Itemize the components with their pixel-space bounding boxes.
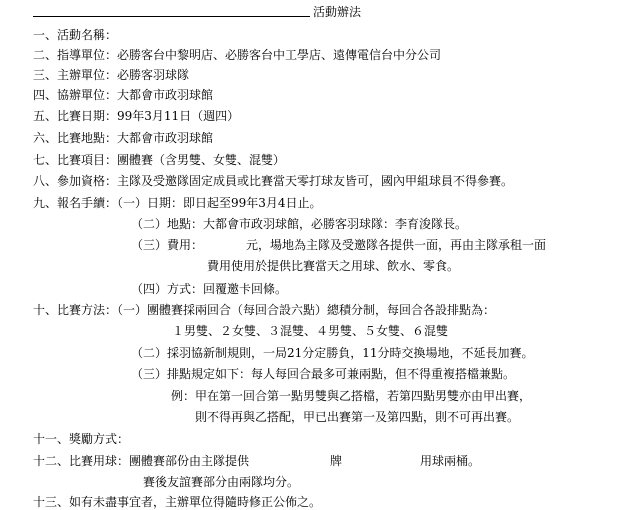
item-guiding-units: 二、指導單位：必勝客台中黎明店、必勝客台中工學店、遠傳電信台中分公司	[33, 48, 442, 62]
item-events: 七、比賽項目：團體賽（含男雙、女雙、混雙）	[33, 153, 286, 167]
item-shuttle-qty: 用球兩桶。	[420, 454, 481, 468]
item-amendments: 十三、如有未盡事宜者，主辦單位得隨時修正公佈之。	[33, 495, 322, 509]
item-event-name: 一、活動名稱：	[33, 28, 118, 42]
item-rules: （二）採羽協新制規則，一局21分定勝負，11分時交換場地，不延長加賽。	[131, 346, 534, 360]
item-example-line2: 則不得再與乙搭配，甲已出賽第一及第四點，則不可再出賽。	[195, 410, 520, 424]
item-registration-place: （二）地點：大都會市政羽球館，必勝客羽球隊：李育浚隊長。	[131, 217, 468, 231]
item-lineup-rules: （三）排點規定如下：每人每回合最多可兼兩點，但不得重複搭檔兼點。	[131, 367, 516, 381]
item-registration-fee-usage: 費用使用於提供比賽當天之用球、飲水、零食。	[207, 259, 460, 273]
item-registration-fee-label: （三）費用：	[131, 238, 204, 252]
item-registration-date: 九、報名手續：（一）日期：即日起至99年3月4日止。	[33, 196, 322, 210]
item-registration-method: （四）方式：回覆邀卡回條。	[131, 282, 288, 296]
item-match-order: １男雙、２女雙、３混雙、４男雙、５女雙、６混雙	[172, 324, 449, 338]
item-registration-fee-detail: 元，場地為主隊及受邀隊各提供一面，再由主隊承租一面	[246, 238, 547, 252]
item-organizer: 三、主辦單位：必勝客羽球隊	[33, 68, 190, 82]
item-date: 五、比賽日期：99年3月11日（週四）	[33, 109, 240, 123]
item-venue: 六、比賽地點：大都會市政羽球館	[33, 131, 214, 145]
item-co-organizer: 四、協辦單位：大都會市政羽球館	[33, 88, 214, 102]
item-competition-method: 十、比賽方法：（一）團體賽採兩回合（每回合設六點）總積分制，每回合各設排點為：	[33, 303, 496, 317]
item-shuttle-brand: 牌	[330, 454, 343, 468]
document-title: 活動辦法	[313, 5, 362, 19]
item-shuttle-friendly: 賽後友誼賽部分由兩隊均分。	[143, 475, 300, 489]
item-example-line1: 例：甲在第一回合第一點男雙與乙搭檔，若第四點男雙亦由甲出賽，	[171, 389, 532, 403]
item-awards: 十一、獎勵方式：	[33, 432, 130, 446]
item-shuttle-label: 十二、比賽用球：團體賽部份由主隊提供	[33, 454, 250, 468]
title-underline	[33, 16, 310, 17]
item-eligibility: 八、參加資格：主隊及受邀隊固定成員或比賽當天零打球友皆可，國內甲組球員不得參賽。	[33, 174, 514, 188]
